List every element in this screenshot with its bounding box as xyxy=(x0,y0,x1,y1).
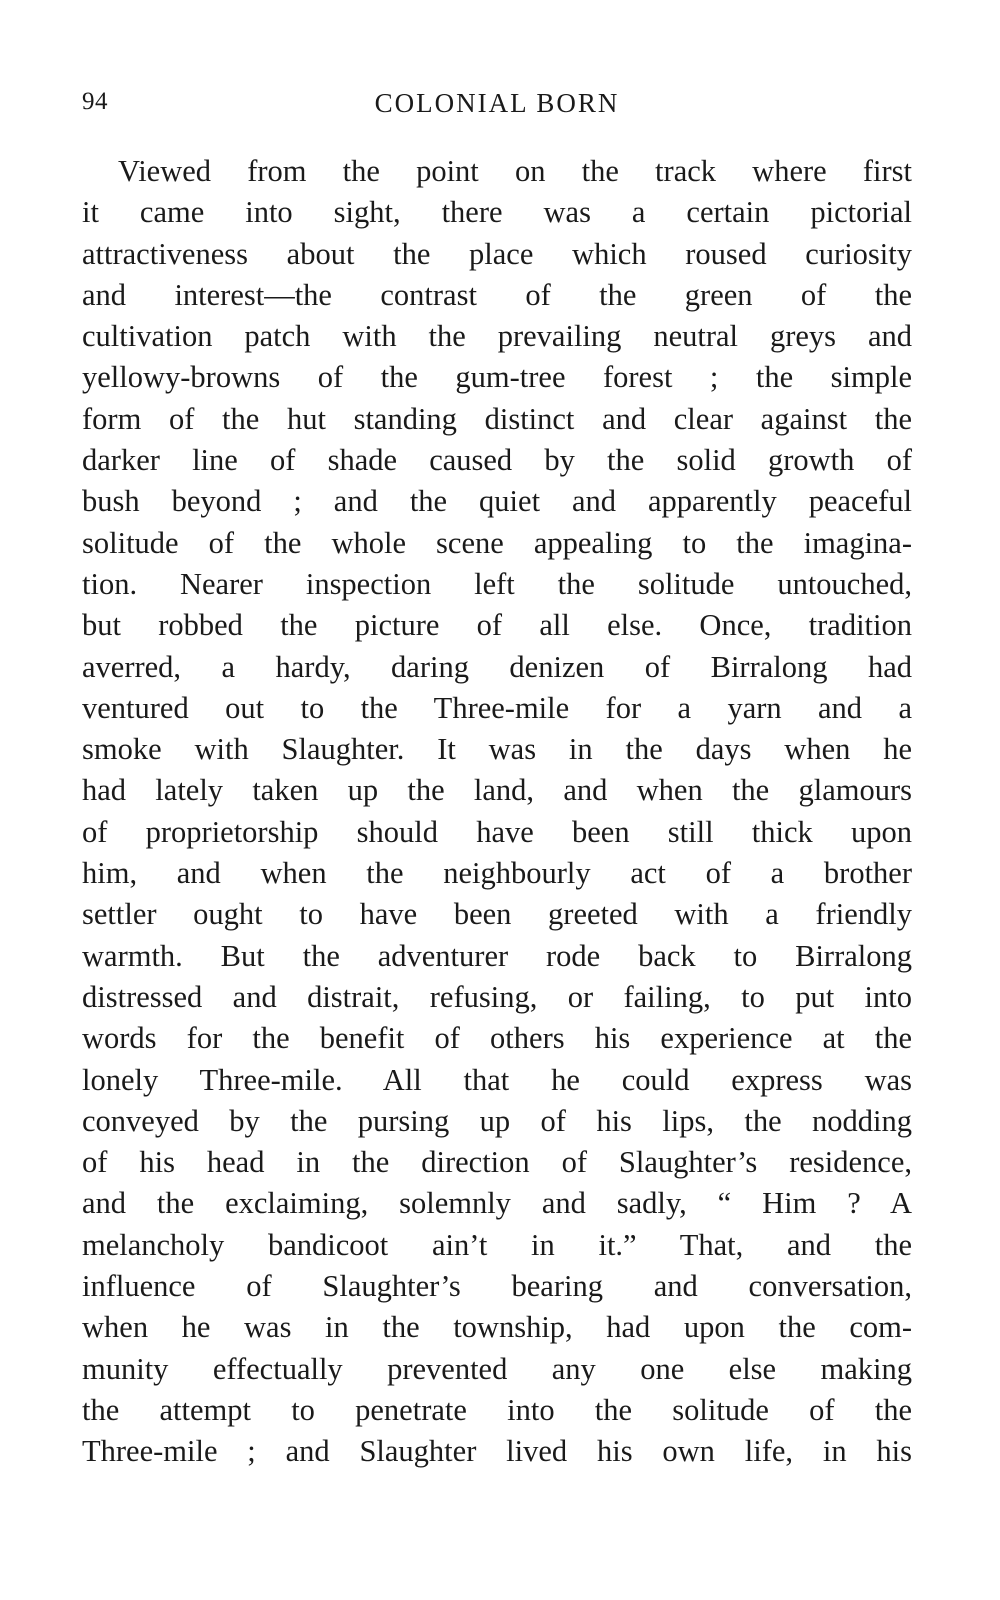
text-line: conveyed by the pursing up of his lips, the nodding xyxy=(82,1103,912,1138)
text-line: and the exclaiming, solemnly and sadly, “ Him ? A xyxy=(82,1186,912,1221)
text-line: darker line of shade caused by the solid growth of xyxy=(82,443,912,478)
text-line: warmth. But the adventurer rode back to Birralong xyxy=(82,938,912,973)
text-line: had lately taken up the land, and when the glamours xyxy=(82,773,912,808)
text-line: lonely Three-mile. All that he could express was xyxy=(82,1062,912,1097)
text-line: when he was in the township, had upon the com- xyxy=(82,1310,912,1345)
text-line: melancholy bandicoot ain’t in it.” That, and the xyxy=(82,1227,912,1262)
text-line: Three-mile ; and Slaughter lived his own life, in his xyxy=(82,1434,912,1469)
text-line: Viewed from the point on the track where first xyxy=(118,154,912,188)
text-line: settler ought to have been greeted with a friendly xyxy=(82,897,912,932)
text-line: munity effectually prevented any one else making xyxy=(82,1351,912,1386)
body-paragraph xyxy=(82,151,912,1473)
text-line: distressed and distrait, refusing, or failing, to put into xyxy=(82,979,912,1014)
running-header xyxy=(82,88,912,128)
text-line: words for the benefit of others his experience at the xyxy=(82,1021,912,1056)
text-line: and interest—the contrast of the green of the xyxy=(82,277,912,312)
text-line: tion. Nearer inspection left the solitude untouched, xyxy=(82,566,912,601)
text-line: solitude of the whole scene appealing to the imagina- xyxy=(82,525,912,560)
text-line: form of the hut standing distinct and clear against the xyxy=(82,401,912,436)
text-line: it came into sight, there was a certain pictorial xyxy=(82,195,912,230)
text-line: the attempt to penetrate into the solitude of the xyxy=(82,1392,912,1427)
page-number: 94 xyxy=(82,88,108,115)
text-line: bush beyond ; and the quiet and apparently peaceful xyxy=(82,484,912,519)
text-line: smoke with Slaughter. It was in the days when he xyxy=(82,732,912,767)
text-line: attractiveness about the place which roused curiosity xyxy=(82,236,912,271)
text-line: yellowy-browns of the gum-tree forest ; the simple xyxy=(82,360,912,395)
text-line: of proprietorship should have been still thick upon xyxy=(82,814,912,849)
text-line: ventured out to the Three-mile for a yarn and a xyxy=(82,690,912,725)
text-line: him, and when the neighbourly act of a brother xyxy=(82,856,912,891)
text-line: cultivation patch with the prevailing neutral greys and xyxy=(82,319,912,354)
text-line: of his head in the direction of Slaughter’s residence, xyxy=(82,1145,912,1180)
running-title: COLONIAL BORN xyxy=(374,88,620,118)
text-line: averred, a hardy, daring denizen of Birralong had xyxy=(82,649,912,684)
text-line: influence of Slaughter’s bearing and conversation, xyxy=(82,1269,912,1304)
text-line: but robbed the picture of all else. Once, tradition xyxy=(82,608,912,643)
